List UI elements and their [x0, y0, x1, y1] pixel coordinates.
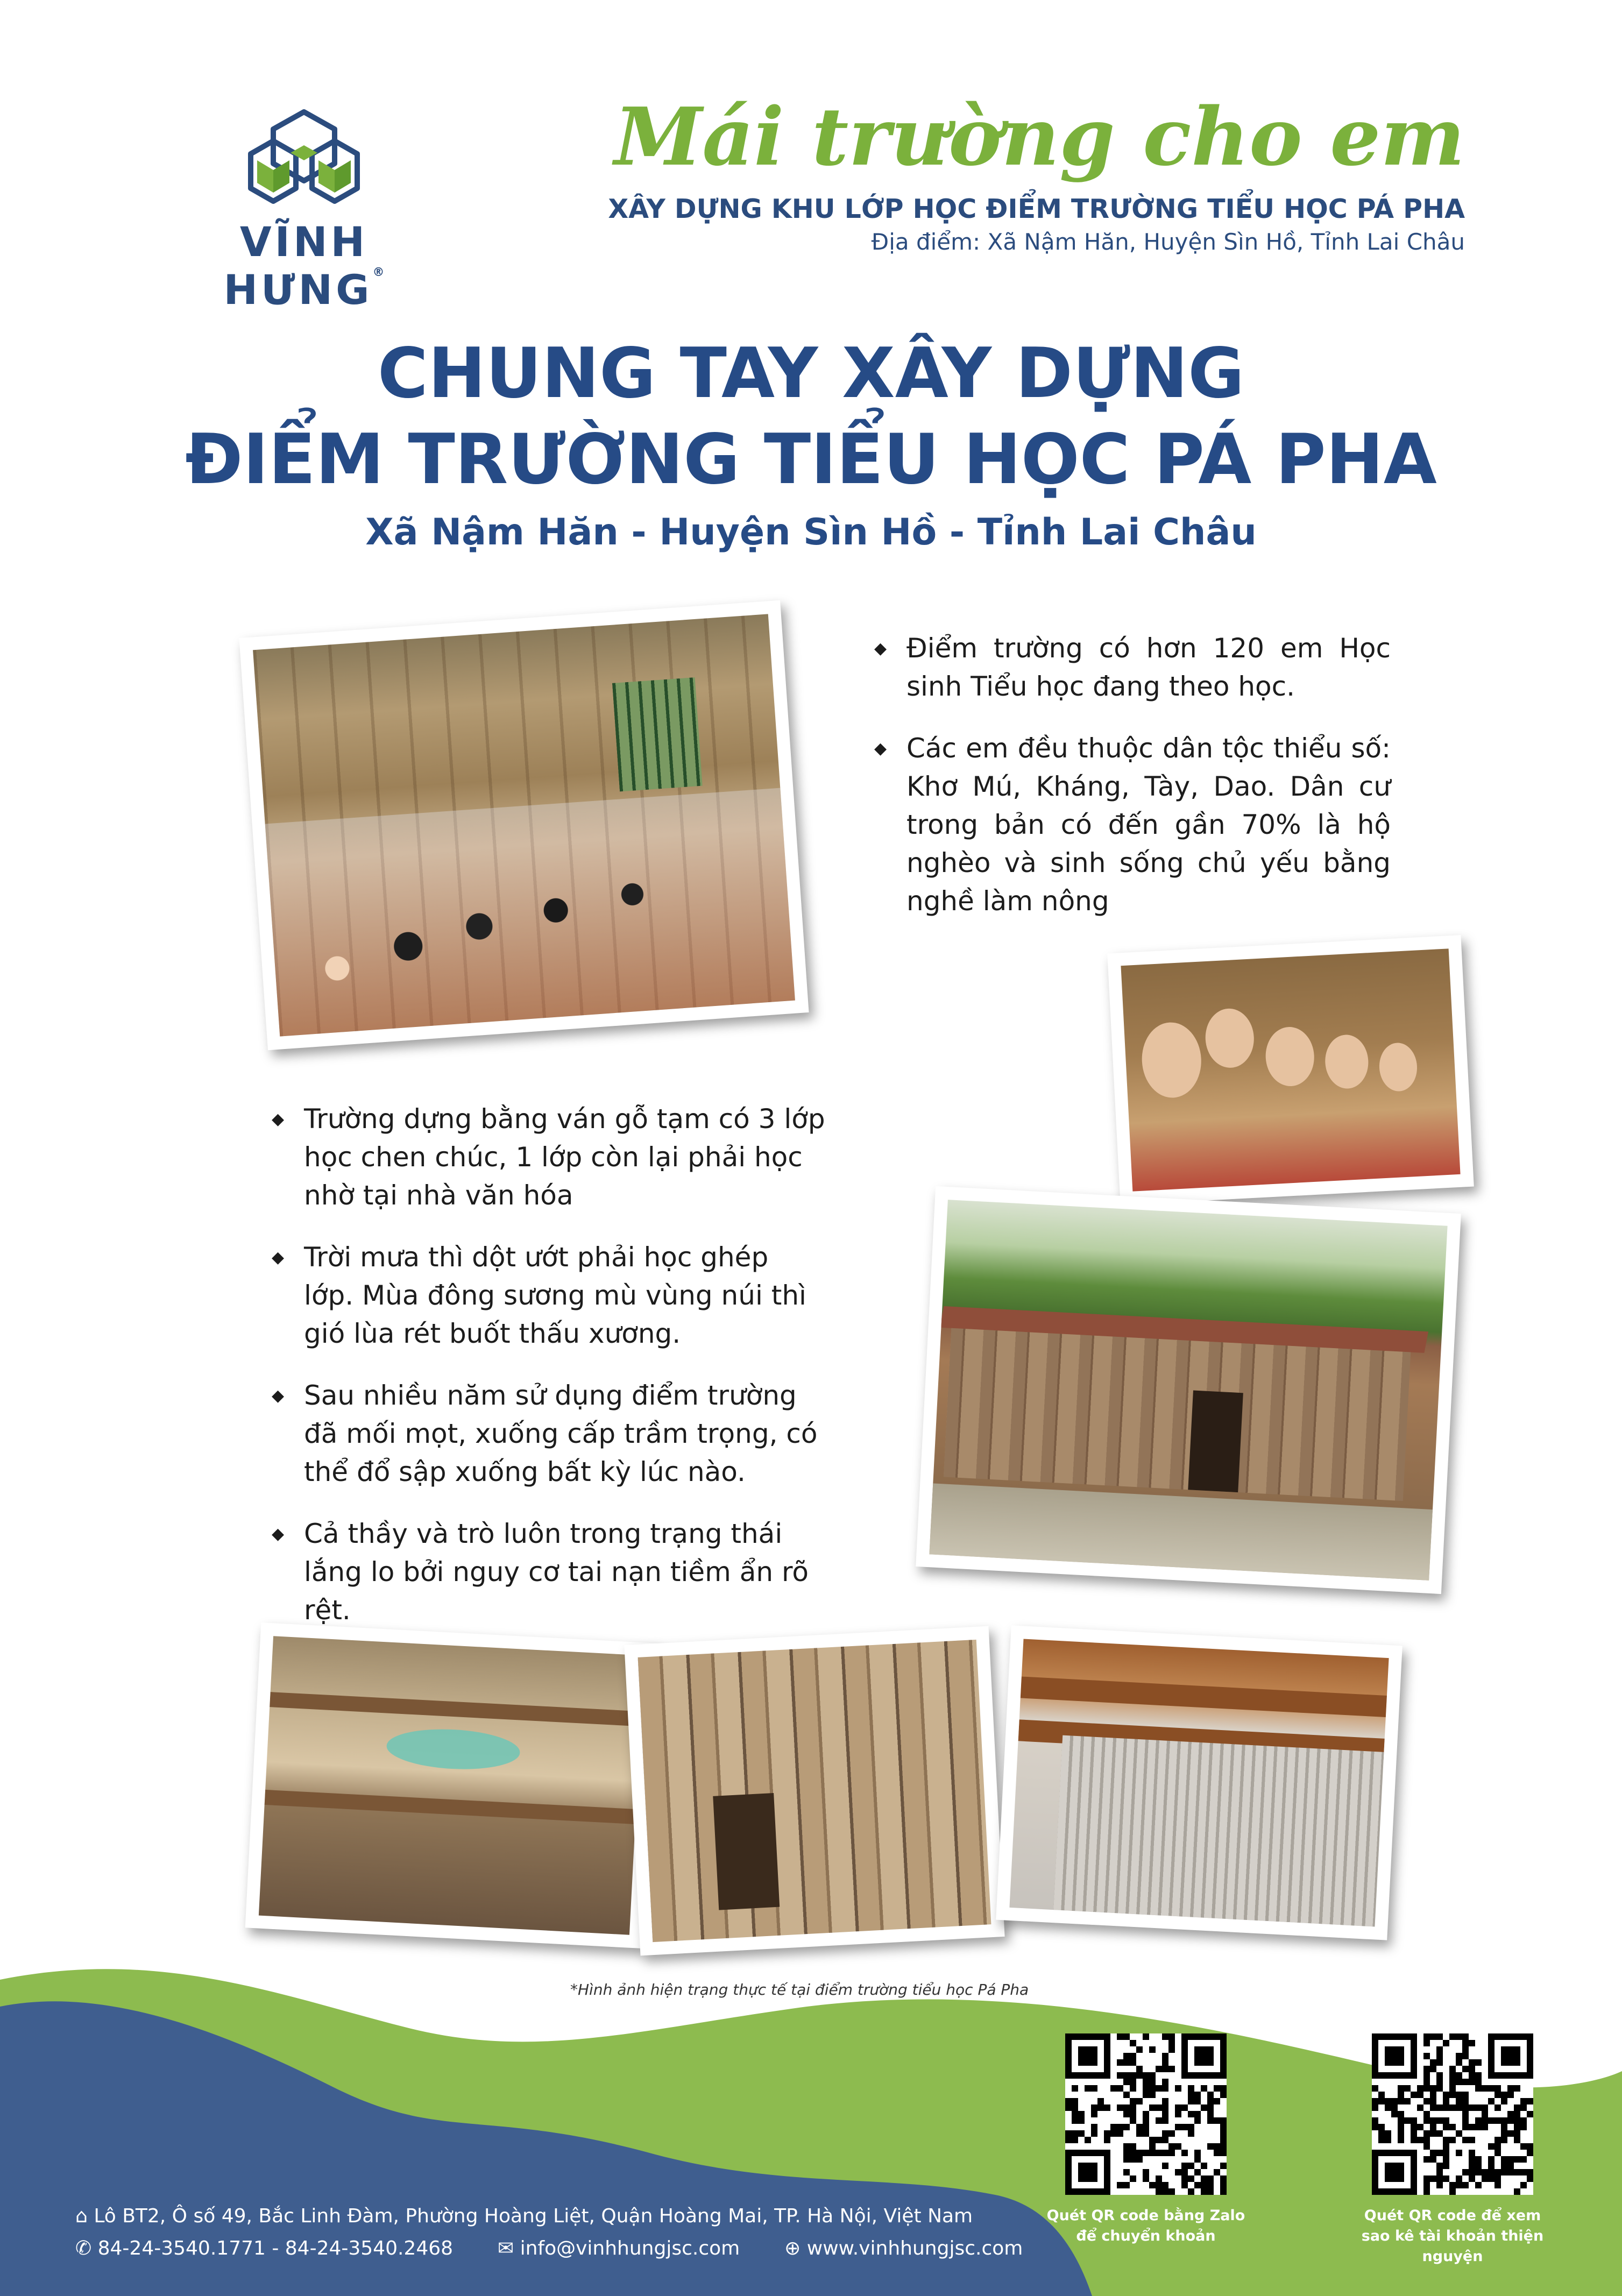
website-link[interactable]: www.vinhhungjsc.com	[806, 2237, 1023, 2259]
qr-label-statement: Quét QR code để xem sao kê tài khoản thiện nguyện	[1361, 2207, 1544, 2265]
list-item: ◆ Trường dựng bằng ván gỗ tạm có 3 lớp học chen chúc, 1 lớp còn lại phải học nhờ tại nhà văn hóa	[272, 1103, 825, 1211]
bullet-list-top	[874, 629, 1391, 944]
cube-logo-icon	[237, 108, 371, 210]
bullet-list-left	[272, 1100, 826, 1653]
email-link[interactable]: info@vinhhungjsc.com	[520, 2237, 740, 2259]
footer-contact	[75, 2200, 1023, 2265]
photo-classroom	[239, 600, 809, 1050]
address-line	[75, 2200, 1023, 2233]
qr-code-statement[interactable]	[1372, 2033, 1533, 2195]
photo-school-building	[916, 1186, 1461, 1594]
project-title: XÂY DỰNG KHU LỚP HỌC ĐIỂM TRƯỜNG TIỂU HỌC PÁ PHA	[608, 194, 1465, 224]
list-item: ◆ Điểm trường có hơn 120 em Học sinh Tiểu học đang theo học.	[874, 633, 1391, 702]
list-item: ◆ Sau nhiều năm sử dụng điểm trường đã mối mọt, xuống cấp trầm trọng, có thể đổ sập xuống bất kỳ lúc nào.	[272, 1380, 818, 1487]
title-line-2: ĐIỂM TRƯỜNG TIỂU HỌC PÁ PHA	[185, 420, 1437, 500]
phone-icon: ✆	[75, 2237, 92, 2259]
photo-roof-rafters	[996, 1625, 1403, 1940]
home-icon: ⌂	[75, 2205, 88, 2227]
title-line-1: CHUNG TAY XÂY DỰNG	[377, 334, 1245, 414]
photo-ceiling-fans	[245, 1622, 658, 1948]
qr-label-zalo: Quét QR code bằng Zalo để chuyển khoản	[1046, 2207, 1245, 2244]
address-text: Lô BT2, Ô số 49, Bắc Linh Đàm, Phường Hoàng Liệt, Quận Hoàng Mai, TP. Hà Nội, Việt Nam	[94, 2205, 973, 2227]
photo-wooden-wall	[624, 1626, 1004, 1956]
project-location: Địa điểm: Xã Nậm Hăn, Huyện Sìn Hồ, Tỉnh Lai Châu	[871, 229, 1465, 255]
list-item: ◆ Cả thầy và trò luôn trong trạng thái lắng lo bởi nguy cơ tai nạn tiềm ẩn rõ rệt.	[272, 1518, 809, 1626]
phone-text: 84-24-3540.1771 - 84-24-3540.2468	[97, 2237, 454, 2259]
page-subtitle: Xã Nậm Hăn - Huyện Sìn Hồ - Tỉnh Lai Châu	[365, 511, 1257, 554]
brand-name: VĨNH HƯNG®	[223, 218, 385, 314]
contact-line	[75, 2233, 1023, 2265]
brand-logo	[153, 108, 455, 314]
page-title	[0, 331, 1622, 503]
list-item: ◆ Trời mưa thì dột ướt phải học ghép lớp. Mùa đông sương mù vùng núi thì gió lùa rét buốt thấu xương.	[272, 1242, 806, 1349]
photo-children-faces	[1107, 935, 1474, 1205]
list-item: ◆ Các em đều thuộc dân tộc thiểu số: Khơ Mú, Kháng, Tày, Dao. Dân cư trong bản có đến gần 70% là hộ nghèo và sinh sống chủ yếu bằng nghề làm nông	[874, 733, 1391, 917]
tagline: Mái trường cho em	[614, 90, 1465, 183]
globe-icon: ⊕	[784, 2237, 801, 2259]
qr-code-zalo[interactable]	[1065, 2033, 1227, 2195]
mail-icon: ✉	[497, 2237, 514, 2259]
photo-caption: *Hình ảnh hiện trạng thực tế tại điểm trường tiểu học Pá Pha	[570, 1981, 1029, 1999]
